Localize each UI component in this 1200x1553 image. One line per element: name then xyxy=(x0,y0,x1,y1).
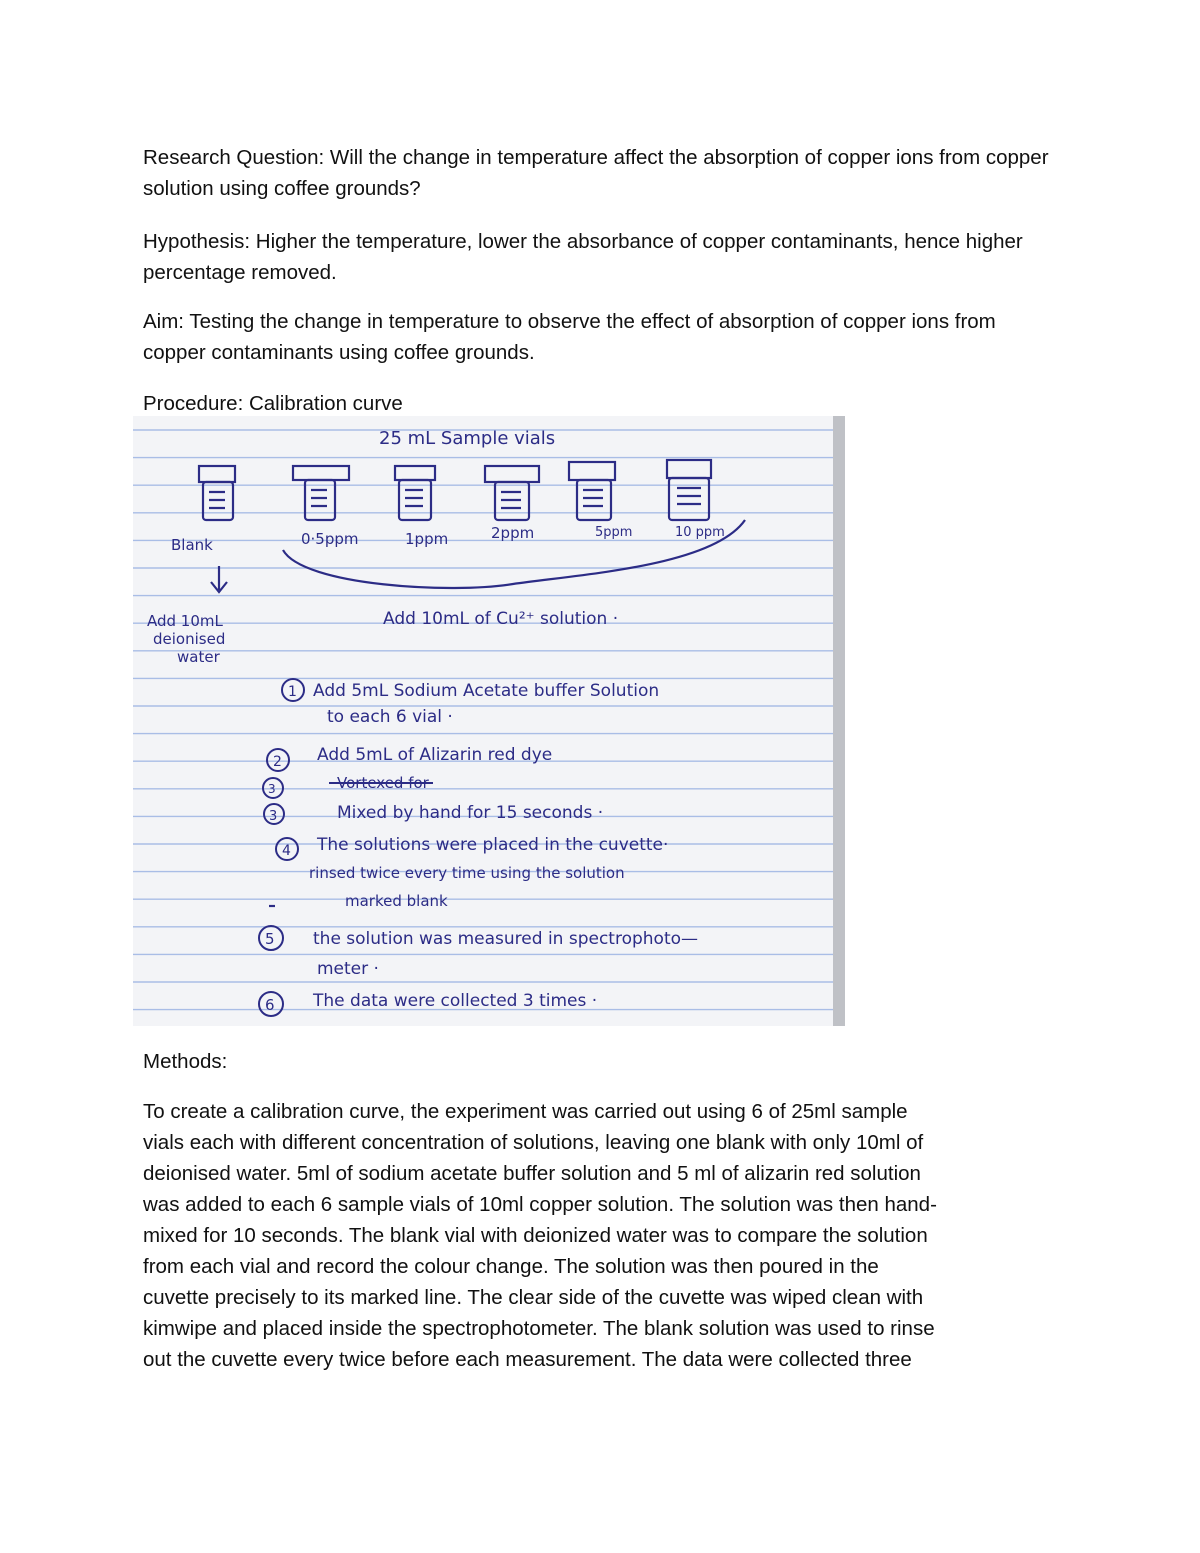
notebook-title: 25 mL Sample vials xyxy=(379,428,556,449)
vial-blank xyxy=(199,466,235,520)
blank-note-line3: water xyxy=(177,648,220,666)
methods-body xyxy=(143,1096,1063,1375)
vial-label-2ppm: 2ppm xyxy=(491,524,535,542)
step6-number: 6 xyxy=(265,996,275,1014)
page-edge xyxy=(833,416,845,1026)
struck-step: Vortexed for xyxy=(337,774,429,792)
step5-number: 5 xyxy=(265,930,275,948)
methods-line: cuvette precisely to its marked line. The clear side of the cuvette was wiped clean with xyxy=(143,1286,924,1309)
notebook-drawing xyxy=(133,416,845,1026)
step2: Add 5mL of Alizarin red dye xyxy=(317,745,553,765)
ruled-lines xyxy=(133,430,833,1010)
vial-label-5ppm: 5ppm xyxy=(595,525,633,540)
research-question: Research Question: Will the change in temperature affect the absorption of copper ions from copper solution using coffee grounds? xyxy=(143,146,1049,200)
methods-line: kimwipe and placed inside the spectrophotometer. The blank solution was used to rinse xyxy=(143,1317,935,1340)
step3: Mixed by hand for 15 seconds · xyxy=(337,803,604,823)
notebook-photo xyxy=(133,416,845,1026)
blank-note-line1: Add 10mL xyxy=(147,612,223,630)
step5-line2: meter · xyxy=(317,959,379,979)
vial-5ppm xyxy=(569,462,615,520)
methods-line: To create a calibration curve, the experiment was carried out using 6 of 25ml sample xyxy=(143,1100,908,1123)
struck-step-number: 3 xyxy=(268,782,276,796)
methods-line: from each vial and record the colour change. The solution was then poured in the xyxy=(143,1255,879,1278)
step4: The solutions were placed in the cuvette· xyxy=(317,835,669,855)
methods-line: was added to each 6 sample vials of 10ml copper solution. The solution was then hand- xyxy=(143,1193,937,1216)
step3-number: 3 xyxy=(269,809,278,824)
step4-note-line1: rinsed twice every time using the solution xyxy=(309,864,625,882)
vial-0-5ppm xyxy=(293,466,349,520)
methods-heading: Methods: xyxy=(143,1050,228,1073)
methods-line: out the cuvette every twice before each measurement. The data were collected three xyxy=(143,1348,912,1371)
vial-10ppm xyxy=(667,460,711,520)
step5-line1: the solution was measured in spectrophoto— xyxy=(313,929,699,949)
aim: Aim: Testing the change in temperature to observe the effect of absorption of copper ions from copper contaminants using coffee grounds. xyxy=(143,310,996,364)
step6: The data were collected 3 times · xyxy=(313,991,598,1011)
vial-2ppm xyxy=(485,466,539,520)
step1-line1: Add 5mL Sodium Acetate buffer Solution xyxy=(313,681,660,701)
step4-note-line2: marked blank xyxy=(345,892,448,910)
step2-number: 2 xyxy=(273,754,282,770)
hypothesis: Hypothesis: Higher the temperature, lower the absorbance of copper contaminants, hence higher percentage removed. xyxy=(143,230,1023,284)
methods-line: deionised water. 5ml of sodium acetate buffer solution and 5 ml of alizarin red solution xyxy=(143,1162,921,1185)
blank-note-line2: deionised xyxy=(153,630,226,648)
vial-label-0-5ppm: 0·5ppm xyxy=(301,530,359,548)
vial-label-10ppm: 10 ppm xyxy=(675,525,725,540)
methods-line: vials each with different concentration of solutions, leaving one blank with only 10ml of xyxy=(143,1131,924,1154)
down-arrow-icon xyxy=(211,566,227,592)
vial-label-blank: Blank xyxy=(171,536,213,554)
step1-line2: to each 6 vial · xyxy=(327,707,453,727)
vial-label-1ppm: 1ppm xyxy=(405,530,449,548)
vial-1ppm xyxy=(395,466,435,520)
cu-solution-note: Add 10mL of Cu²⁺ solution · xyxy=(383,609,619,629)
methods-line: mixed for 10 seconds. The blank vial with deionized water was to compare the solution xyxy=(143,1224,928,1247)
step4-number: 4 xyxy=(282,843,291,859)
step1-number: 1 xyxy=(288,684,297,700)
procedure-heading: Procedure: Calibration curve xyxy=(143,392,403,415)
